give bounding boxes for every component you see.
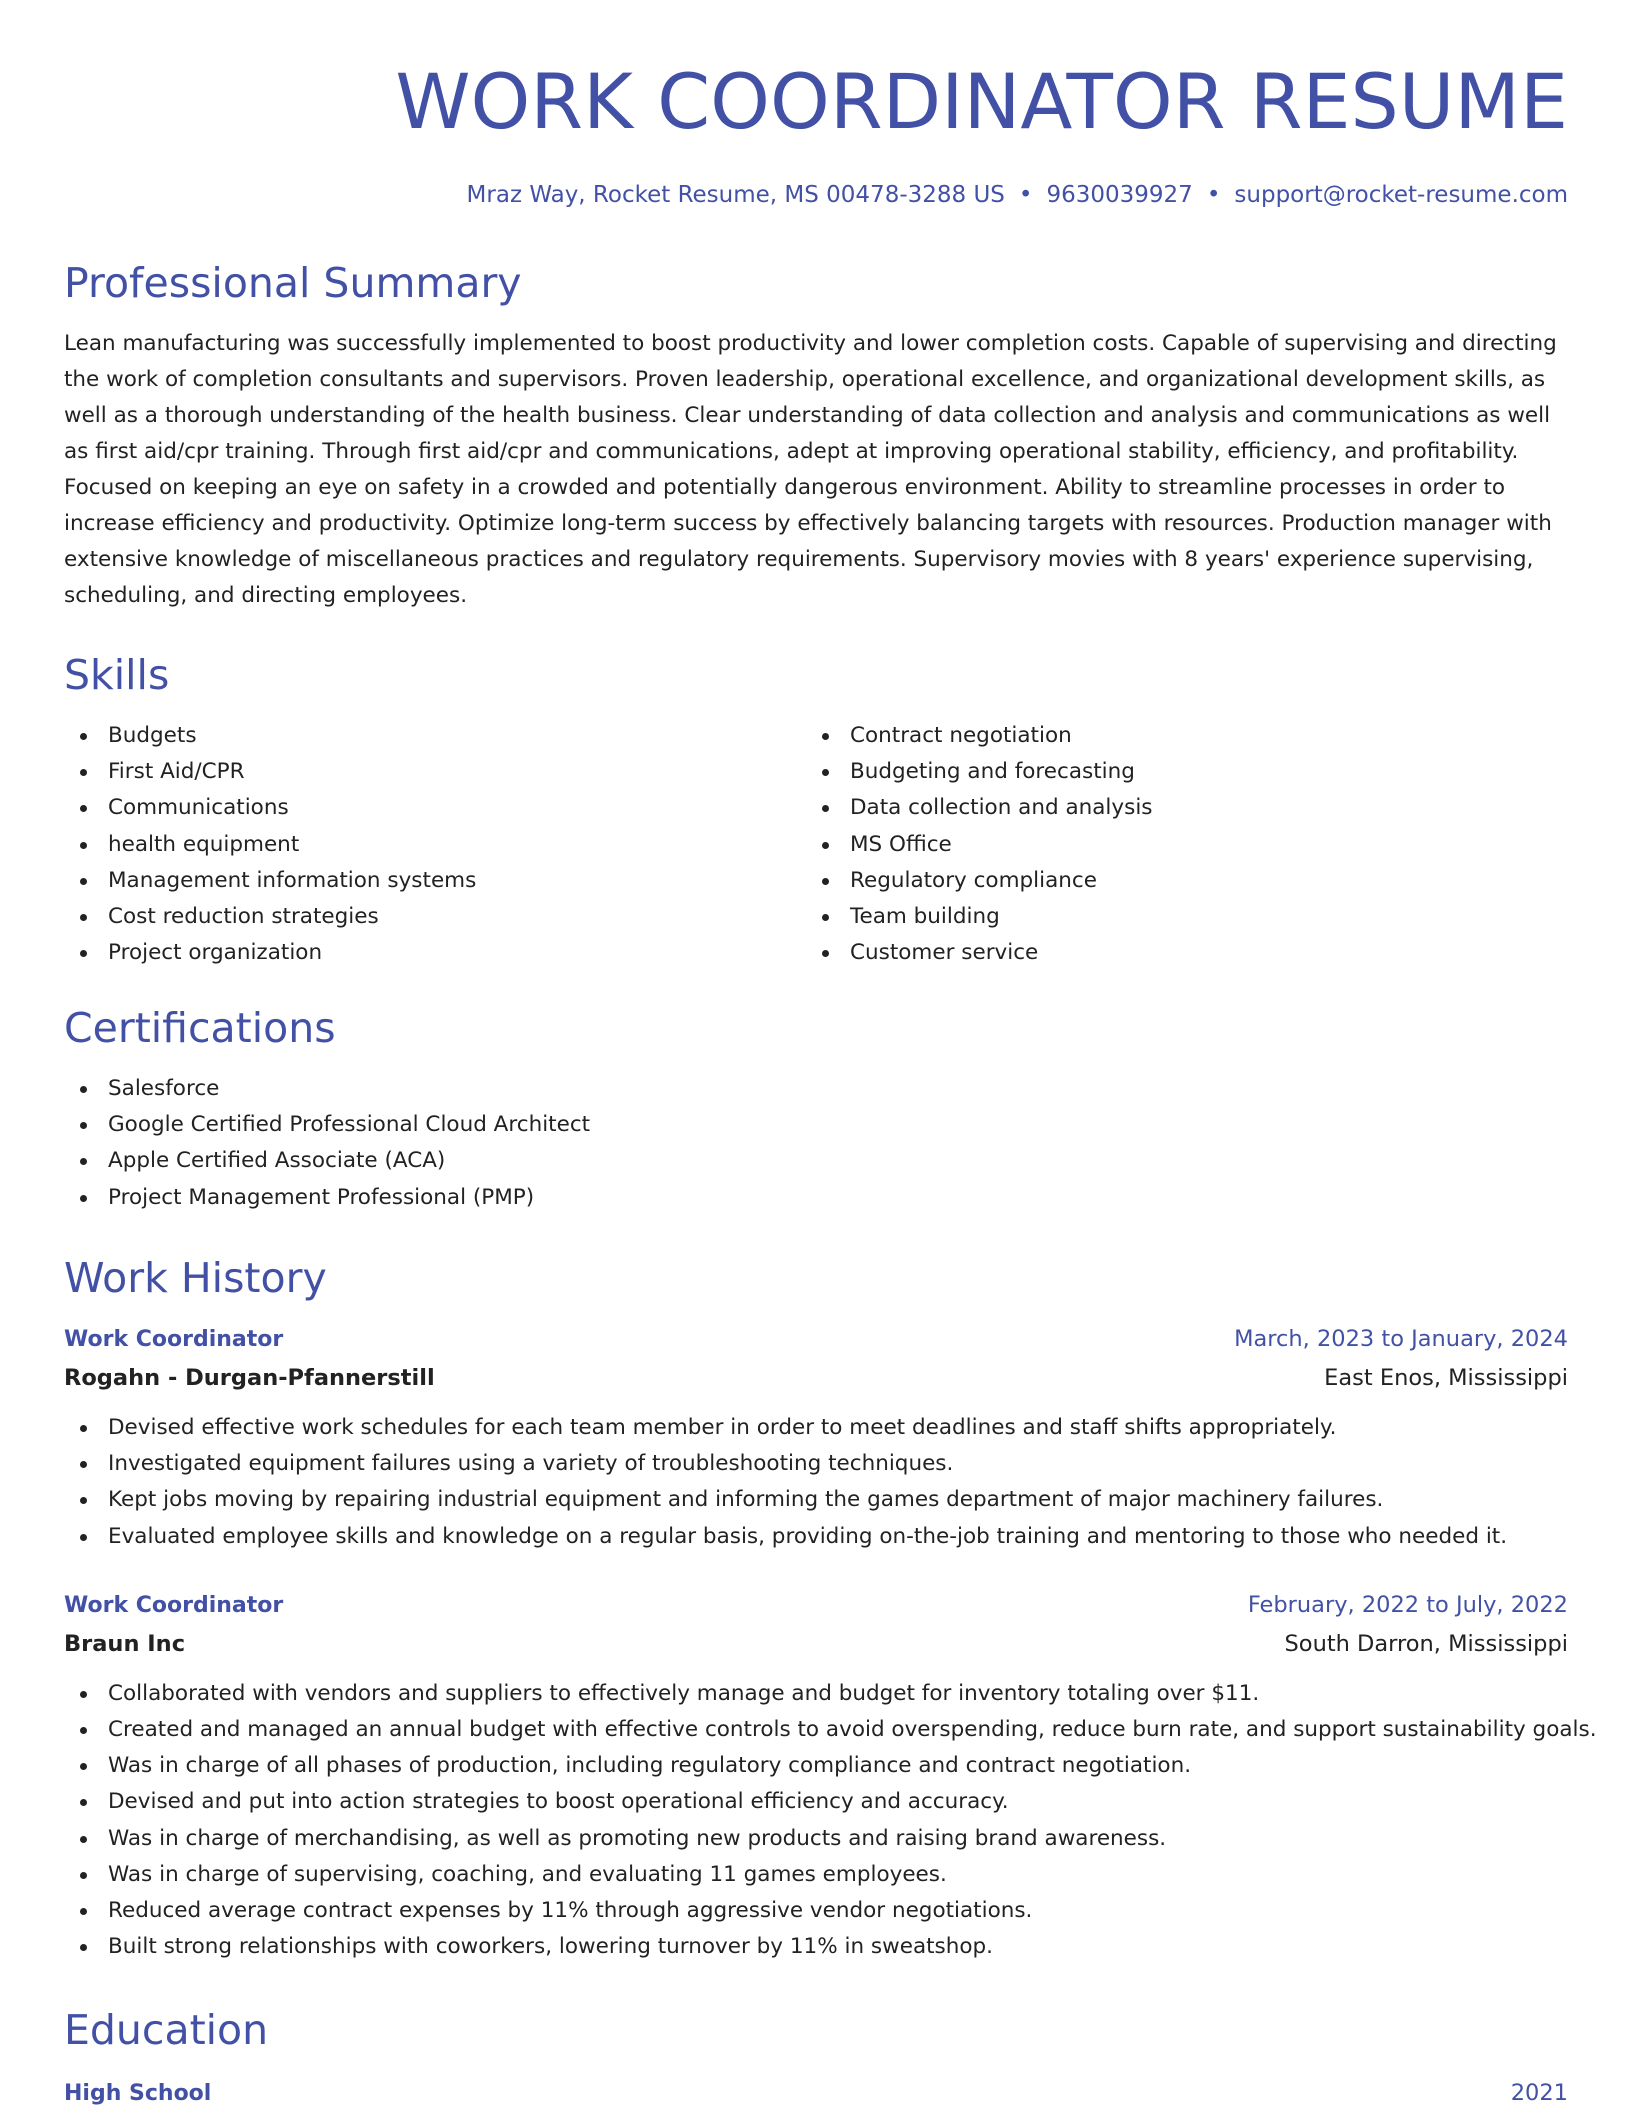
skills-column-left xyxy=(64,718,806,971)
contact-separator: • xyxy=(1018,182,1033,208)
job-entry xyxy=(64,1321,1568,1555)
job-company: Braun Inc xyxy=(64,1630,186,1657)
job-location: South Darron, Mississippi xyxy=(1284,1630,1568,1657)
skill-item: First Aid/CPR xyxy=(64,754,806,790)
job-bullet: Collaborated with vendors and suppliers to effectively manage and budget for inventory totaling over $11. xyxy=(64,1676,1568,1712)
certification-item: Salesforce xyxy=(64,1071,1568,1107)
skills-column-right xyxy=(806,718,1548,971)
skill-item: Communications xyxy=(64,790,806,826)
work-history-heading: Work History xyxy=(64,1254,327,1302)
skill-item: Data collection and analysis xyxy=(806,790,1548,826)
summary-section xyxy=(64,258,1568,614)
job-bullet: Devised and put into action strategies to boost operational efficiency and accuracy. xyxy=(64,1784,1568,1820)
job-bullet: Investigated equipment failures using a variety of troubleshooting techniques. xyxy=(64,1446,1568,1482)
certification-item: Google Certified Professional Cloud Architect xyxy=(64,1107,1568,1143)
job-dates: February, 2022 to July, 2022 xyxy=(1247,1591,1568,1618)
job-bullet: Devised effective work schedules for each team member in order to meet deadlines and staff shifts appropriately. xyxy=(64,1410,1568,1446)
education-entry xyxy=(64,2075,1568,2112)
job-bullet: Evaluated employee skills and knowledge on a regular basis, providing on-the-job training and mentoring to those who needed it. xyxy=(64,1519,1568,1555)
contact-address: Mraz Way, Rocket Resume, MS 00478-3288 US xyxy=(466,182,1005,208)
skills-heading: Skills xyxy=(64,651,170,699)
job-bullet: Was in charge of supervising, coaching, and evaluating 11 games employees. xyxy=(64,1857,1568,1893)
job-bullet: Built strong relationships with coworkers, lowering turnover by 11% in sweatshop. xyxy=(64,1929,1568,1965)
job-bullet: Was in charge of merchandising, as well as promoting new products and raising brand awareness. xyxy=(64,1821,1568,1857)
skill-item: Cost reduction strategies xyxy=(64,899,806,935)
contact-phone: 9630039927 xyxy=(1046,182,1193,208)
skill-item: Management information systems xyxy=(64,863,806,899)
summary-heading: Professional Summary xyxy=(64,259,522,307)
skill-item: Project organization xyxy=(64,935,806,971)
certifications-section xyxy=(64,1003,1568,1216)
certification-item: Apple Certified Associate (ACA) xyxy=(64,1143,1568,1179)
work-history-section xyxy=(64,1253,1597,1965)
skills-grid xyxy=(64,718,1568,971)
skill-item: Contract negotiation xyxy=(806,718,1548,754)
education-section xyxy=(64,2005,1568,2112)
certification-item: Project Management Professional (PMP) xyxy=(64,1180,1568,1216)
education-heading: Education xyxy=(64,2006,269,2054)
certifications-heading: Certifications xyxy=(64,1004,336,1052)
skills-section xyxy=(64,650,1568,971)
job-bullet: Created and managed an annual budget with effective controls to avoid overspending, reduce burn rate, and support sustainability goals. xyxy=(64,1712,1568,1748)
contact-separator: • xyxy=(1206,182,1221,208)
job-location: East Enos, Mississippi xyxy=(1324,1365,1568,1391)
education-degree: High School xyxy=(64,2081,212,2106)
job-entry xyxy=(64,1587,1597,1966)
job-title: Work Coordinator xyxy=(64,1592,284,1618)
skill-item: health equipment xyxy=(64,827,806,863)
skill-item: Customer service xyxy=(806,935,1548,971)
contact-line xyxy=(64,180,1568,210)
resume-page xyxy=(64,0,1597,2106)
resume-title: WORK COORDINATOR RESUME xyxy=(395,57,1568,146)
skill-item: MS Office xyxy=(806,827,1548,863)
job-bullet: Kept jobs moving by repairing industrial equipment and informing the games department of major machinery failures. xyxy=(64,1482,1568,1518)
contact-email: support@rocket-resume.com xyxy=(1234,182,1568,208)
job-company: Rogahn - Durgan-Pfannerstill xyxy=(64,1365,435,1391)
summary-text: Lean manufacturing was successfully implemented to boost productivity and lower completion costs. Capable of supervising and directing the work of completion consultants and supervisors. Proven leadership, operational excellence, and organizational development skills, as well as a thorough understanding of the health business. Clear understanding of data collection and analysis and communications as well as first aid/cpr training. Through first aid/cpr and communications, adept at improving operational stability, efficiency, and profitability. Focused on keeping an eye on safety in a crowded and potentially dangerous environment. Ability to streamline processes in order to increase efficiency and productivity. Optimize long-term success by effectively balancing targets with resources. Production manager with extensive knowledge of miscellaneous practices and regulatory requirements. Supervisory movies with 8 years' experience supervising, scheduling, and directing employees. xyxy=(64,331,1557,608)
skill-item: Budgets xyxy=(64,718,806,754)
job-dates: March, 2023 to January, 2024 xyxy=(1234,1326,1568,1352)
skill-item: Team building xyxy=(806,899,1548,935)
skill-item: Budgeting and forecasting xyxy=(806,754,1548,790)
skill-item: Regulatory compliance xyxy=(806,863,1548,899)
job-title: Work Coordinator xyxy=(64,1327,284,1352)
education-year: 2021 xyxy=(1510,2080,1568,2106)
job-bullet: Was in charge of all phases of production, including regulatory compliance and contract negotiation. xyxy=(64,1748,1568,1784)
job-bullet: Reduced average contract expenses by 11% through aggressive vendor negotiations. xyxy=(64,1893,1568,1929)
